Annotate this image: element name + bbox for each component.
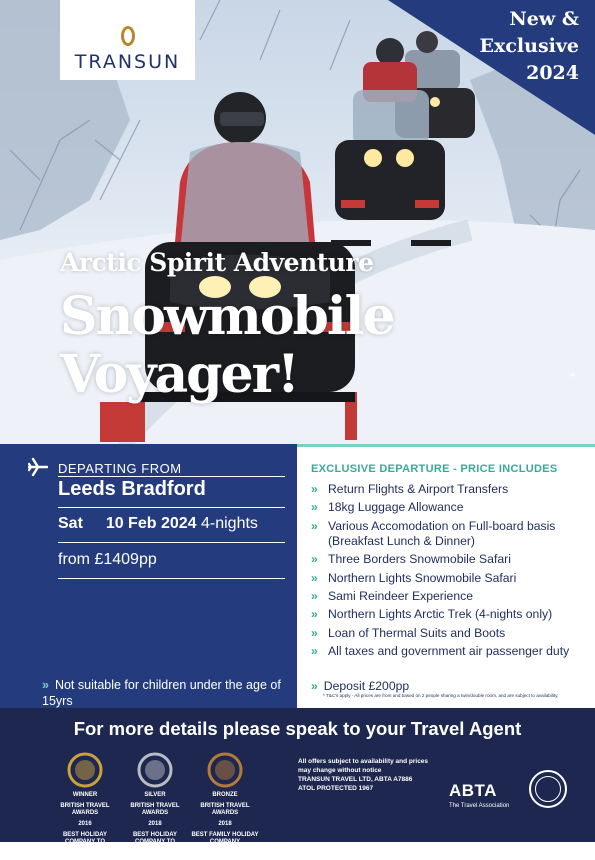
departure-date: 10 Feb 2024 xyxy=(105,515,197,532)
award-badge-bronze-2018 xyxy=(190,752,260,845)
award-caption: BEST HOLIDAY COMPANY TO CENTRAL & NORTHERN EUROPE xyxy=(54,832,116,859)
departure-day: Sat xyxy=(58,515,83,532)
chevron-icon: » xyxy=(311,500,318,515)
include-text: All taxes and government air passenger duty xyxy=(328,644,570,659)
laurel-medal-icon xyxy=(137,752,173,788)
laurel-medal-icon xyxy=(207,752,243,788)
transun-logo xyxy=(60,0,195,80)
availability-notice xyxy=(298,757,448,793)
award-title: BRITISH TRAVEL AWARDS xyxy=(130,803,180,816)
terms-small-print: * T&C's apply - All prices are from and based on 2 people sharing a twin/double room, and are subject to availability. xyxy=(323,693,559,698)
list-item xyxy=(311,626,591,641)
list-item xyxy=(311,500,591,515)
tour-subtitle: Arctic Spirit Adventure xyxy=(60,248,374,277)
deposit-text: Deposit £200pp xyxy=(323,679,410,693)
award-tier: WINNER xyxy=(72,792,98,798)
include-text: Northern Lights Arctic Trek (4-nights only) xyxy=(328,607,553,622)
price-from: from £1409pp xyxy=(58,551,157,568)
age-restriction-text: Not suitable for children under the age of 15yrs xyxy=(42,678,281,708)
departure-rule-1 xyxy=(58,507,285,508)
list-item xyxy=(311,644,591,659)
list-item xyxy=(311,607,591,622)
include-text: 18kg Luggage Allowance xyxy=(328,500,464,515)
chevron-icon: » xyxy=(311,552,318,567)
atol-protected-logo xyxy=(529,770,567,808)
transun-logo-mark xyxy=(121,26,135,46)
chevron-icon: » xyxy=(311,482,318,496)
badge-line1: New & xyxy=(509,8,579,30)
award-caption: BEST HOLIDAY COMPANY TO CENTRAL & NORTHERN EUROPE xyxy=(124,832,186,859)
include-text: Northern Lights Snowmobile Safari xyxy=(328,570,517,585)
trip-duration: 4-nights xyxy=(201,515,258,532)
award-caption: BEST FAMILY HOLIDAY COMPANY xyxy=(191,832,259,845)
chevron-icon: » xyxy=(311,570,318,585)
chevron-icon: » xyxy=(311,588,318,603)
departure-airport: Leeds Bradford xyxy=(58,478,206,500)
badge-line2: Exclusive xyxy=(479,35,579,57)
list-item xyxy=(311,589,591,604)
list-item xyxy=(311,571,591,586)
departure-rule-top xyxy=(58,476,285,477)
include-text: Sami Reindeer Experience xyxy=(328,588,473,603)
chevron-icon: » xyxy=(311,644,318,659)
include-text: Loan of Thermal Suits and Boots xyxy=(328,625,506,640)
award-title: BRITISH TRAVEL AWARDS xyxy=(60,803,110,816)
notice-line: ATOL PROTECTED 1967 xyxy=(298,785,374,792)
badge-line3: 2024 xyxy=(526,62,579,84)
includes-list xyxy=(311,482,591,663)
deposit-line xyxy=(311,679,595,693)
laurel-medal-icon xyxy=(67,752,103,788)
departing-from-label: DEPARTING FROM xyxy=(58,461,182,476)
chevron-icon: » xyxy=(42,678,49,692)
departure-rule-2 xyxy=(58,542,285,543)
photo-asterisk: * xyxy=(570,370,575,384)
chevron-icon: » xyxy=(311,518,318,533)
abta-logo xyxy=(449,781,519,809)
age-restriction-note xyxy=(42,677,292,709)
tour-title-line1: Snowmobile xyxy=(60,286,394,347)
include-text: Return Flights & Airport Transfers xyxy=(328,482,509,496)
chevron-icon: » xyxy=(311,625,318,640)
award-tier: SILVER xyxy=(144,792,166,798)
award-year: 2016 xyxy=(78,821,92,827)
footer xyxy=(0,708,595,859)
notice-line: TRANSUN TRAVEL LTD, ABTA A7886 xyxy=(298,776,413,783)
price-includes-panel xyxy=(297,447,595,708)
award-year: 2018 xyxy=(218,821,232,827)
tour-title-line2: Voyager! xyxy=(60,344,298,405)
airplane-icon xyxy=(28,457,48,477)
atol-ring-icon xyxy=(535,776,561,802)
notice-line: may change without notice xyxy=(298,767,382,774)
chevron-icon: » xyxy=(311,607,318,622)
departure-rule-3 xyxy=(58,578,285,579)
travel-agent-cta: For more details please speak to your Travel Agent xyxy=(73,718,522,739)
include-text: Various Accomodation on Full-board basis (Breakfast Lunch & Dinner) xyxy=(328,518,556,548)
award-badge-silver-2018 xyxy=(120,752,190,859)
notice-line: All offers subject to availability and prices xyxy=(298,758,429,765)
award-badge-winner-2016 xyxy=(50,752,120,859)
includes-header: EXCLUSIVE DEPARTURE - PRICE INCLUDES xyxy=(311,463,558,475)
award-title: BRITISH TRAVEL AWARDS xyxy=(200,803,250,816)
list-item xyxy=(311,552,591,567)
new-exclusive-badge xyxy=(439,6,579,87)
logo-text: TRANSUN xyxy=(74,51,181,73)
abta-caption: The Travel Association xyxy=(449,803,510,809)
departure-date-row xyxy=(58,515,258,533)
award-year: 2018 xyxy=(148,821,162,827)
list-item xyxy=(311,519,591,549)
award-tier: BRONZE xyxy=(212,792,238,798)
tour-title xyxy=(60,288,393,404)
list-item xyxy=(311,482,591,497)
include-text: Three Borders Snowmobile Safari xyxy=(328,552,511,567)
abta-logo-text: ABTA xyxy=(449,781,497,800)
chevron-icon: » xyxy=(311,679,318,693)
